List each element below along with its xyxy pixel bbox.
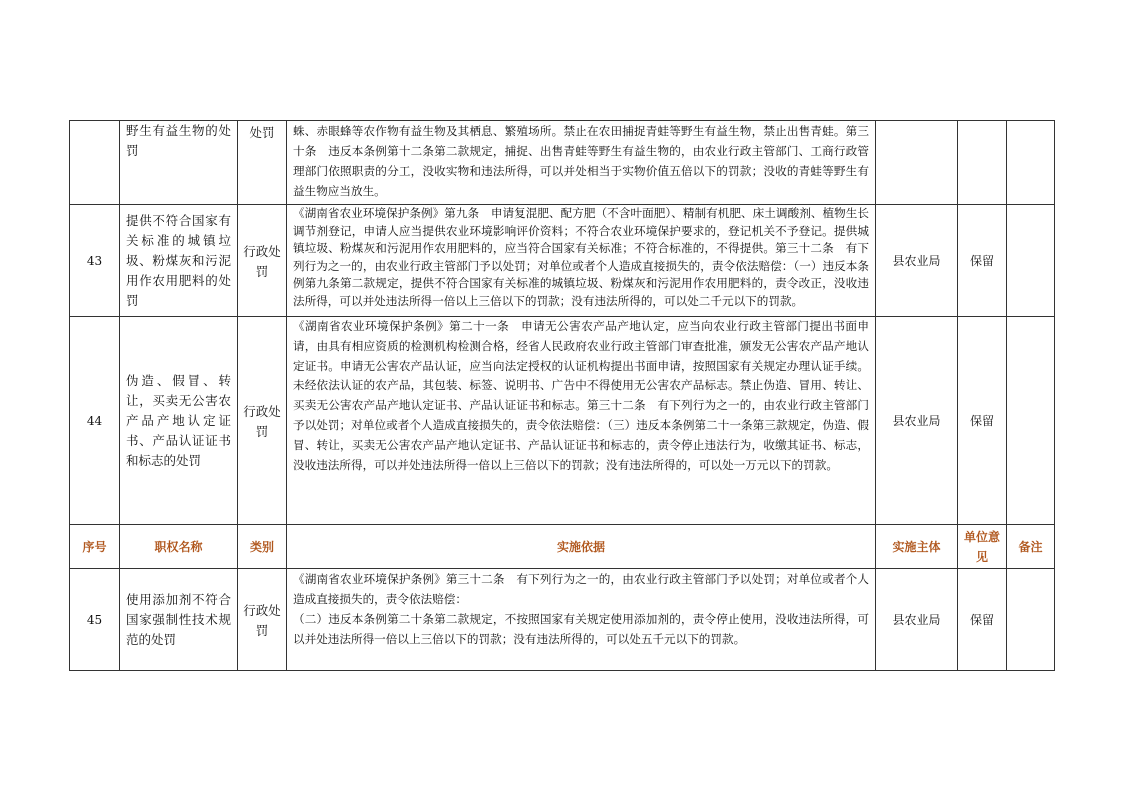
header-basis: 实施依据 (287, 525, 876, 569)
header-subject: 实施主体 (876, 525, 958, 569)
category: 行政处罚 (238, 569, 287, 671)
subject: 县农业局 (876, 317, 958, 525)
subject: 县农业局 (876, 569, 958, 671)
authority-name: 伪造、假冒、转让，买卖无公害农产品产地认定证书、产品认证证书和标志的处罚 (120, 317, 238, 525)
opinion (958, 121, 1007, 205)
row-number: 44 (70, 317, 120, 525)
table-row (70, 121, 1055, 205)
table-header-row (70, 525, 1055, 569)
header-category: 类别 (238, 525, 287, 569)
basis-text: 蛛、赤眼蜂等农作物有益生物及其栖息、繁殖场所。禁止在农田捕捉青蛙等野生有益生物，禁止出售青蛙。第三十条 违反本条例第十二条第二款规定，捕捉、出售青蛙等野生有益生物的，由农业行政主管部门、工商行政管理部门依照职责的分工，没收实物和违法所得，可以并处相当于实物价值五倍以下的罚款；没收的青蛙等野生有益生物应当放生。 (287, 121, 876, 205)
authority-name: 野生有益生物的处罚 (120, 121, 238, 205)
remark (1007, 317, 1055, 525)
row-number: 45 (70, 569, 120, 671)
subject (876, 121, 958, 205)
remark (1007, 569, 1055, 671)
category: 行政处罚 (238, 205, 287, 317)
table-row (70, 205, 1055, 317)
row-number: 43 (70, 205, 120, 317)
basis-text (287, 569, 876, 671)
table-row (70, 317, 1055, 525)
authority-name: 使用添加剂不符合国家强制性技术规范的处罚 (120, 569, 238, 671)
header-opinion: 单位意见 (958, 525, 1007, 569)
remark (1007, 121, 1055, 205)
opinion: 保留 (958, 317, 1007, 525)
header-num: 序号 (70, 525, 120, 569)
header-remark: 备注 (1007, 525, 1055, 569)
basis-text: 《湖南省农业环境保护条例》第二十一条 申请无公害农产品产地认定，应当向农业行政主管部门提出书面申请，由具有相应资质的检测机构检测合格，经省人民政府农业行政主管部门审查批准，颁发无公害农产品产地认定证书。申请无公害农产品认证，应当向法定授权的认证机构提出书面申请，按照国家有关规定办理认证手续。未经依法认证的农产品，其包装、标签、说明书、广告中不得使用无公害农产品标志。禁止伪造、冒用、转让、买卖无公害农产品产地认定证书、产品认证证书和标志。第三十二条 有下列行为之一的，由农业行政主管部门予以处罚；对单位或者个人造成直接损失的，责令依法赔偿：（三）违反本条例第二十一条第三款规定，伪造、假冒、转让，买卖无公害农产品产地认定证书、产品认证证书和标志的，责令停止违法行为，收缴其证书、标志，没收违法所得，可以并处违法所得一倍以上三倍以下的罚款；没有违法所得的，可以处一万元以下的罚款。 (287, 317, 876, 525)
header-name: 职权名称 (120, 525, 238, 569)
opinion: 保留 (958, 569, 1007, 671)
basis-text: 《湖南省农业环境保护条例》第九条 申请复混肥、配方肥（不含叶面肥）、精制有机肥、床土调酸剂、植物生长调节剂登记，申请人应当提供农业环境影响评价资料；不符合农业环境保护要求的，登记机关不予登记。提供城镇垃圾、粉煤灰和污泥用作农用肥料的，应当符合国家有关标准；不符合标准的，不得提供。第三十二条 有下列行为之一的，由农业行政主管部门予以处罚；对单位或者个人造成直接损失的，责令依法赔偿：（一）违反本条例第九条第二款规定，提供不符合国家有关标准的城镇垃圾、粉煤灰和污泥用作农用肥料的，责令改正，没收违法所得，可以并处违法所得一倍以上三倍以下的罚款；没有违法所得的，可以处二千元以下的罚款。 (287, 205, 876, 317)
category: 处罚 (238, 121, 287, 205)
basis-line: （二）违反本条例第二十条第二款规定，不按照国家有关规定使用添加剂的，责令停止使用，没收违法所得，可以并处违法所得一倍以上三倍以下的罚款；没有违法所得的，可以处五千元以下的罚款。 (293, 612, 869, 646)
table-row (70, 569, 1055, 671)
row-number (70, 121, 120, 205)
opinion: 保留 (958, 205, 1007, 317)
remark (1007, 205, 1055, 317)
subject: 县农业局 (876, 205, 958, 317)
basis-line: 《湖南省农业环境保护条例》第三十二条 有下列行为之一的，由农业行政主管部门予以处罚；对单位或者个人造成直接损失的，责令依法赔偿： (293, 572, 869, 606)
authority-table (69, 120, 1055, 671)
category: 行政处罚 (238, 317, 287, 525)
authority-name: 提供不符合国家有关标准的城镇垃圾、粉煤灰和污泥用作农用肥料的处罚 (120, 205, 238, 317)
